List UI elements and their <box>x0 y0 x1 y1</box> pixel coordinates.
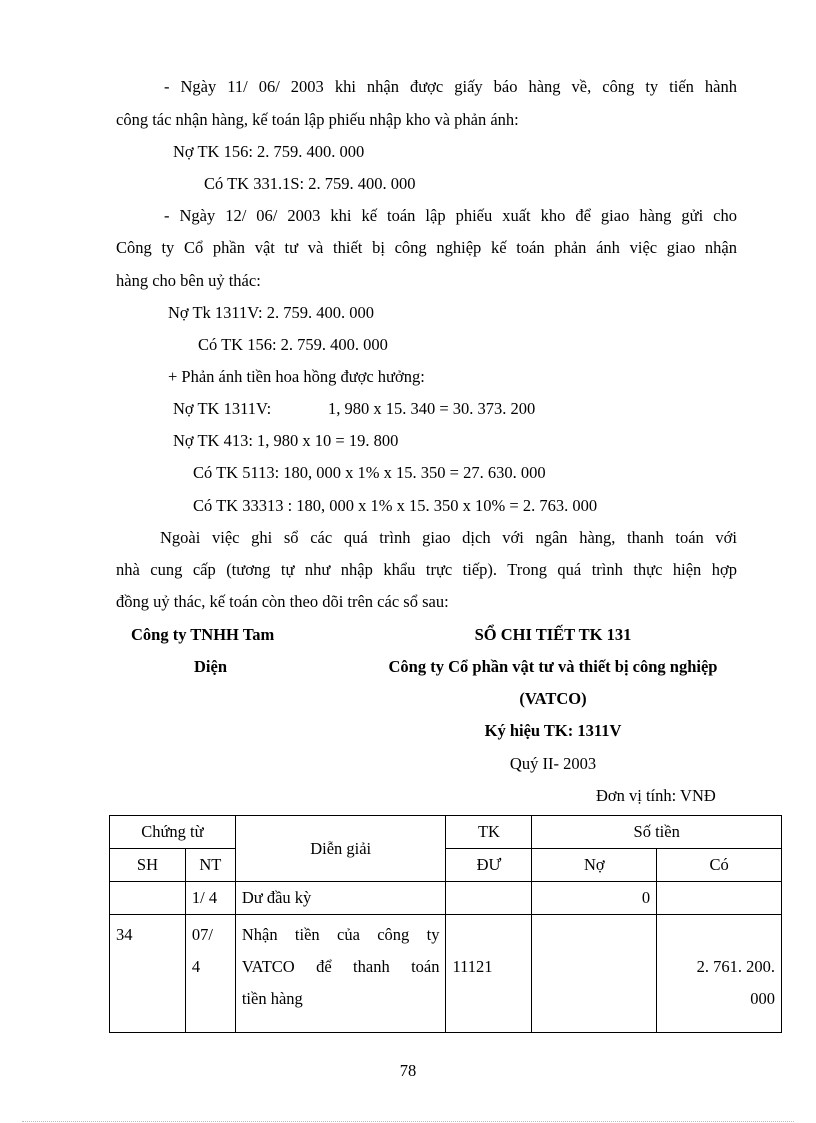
cell-description: Dư đầu kỳ <box>235 882 446 915</box>
header-description: Diễn giải <box>235 816 446 882</box>
ledger-subtitle: Công ty Cổ phần vật tư và thiết bị công nghiệp <box>388 657 718 676</box>
cell-description <box>235 915 446 1033</box>
paragraph-line: Công ty Cổ phần vật tư và thiết bị công nghiệp kế toán phản ánh việc giao nhận <box>116 238 737 257</box>
table-row <box>110 882 782 915</box>
entry-credit-line: Có TK 331.1S: 2. 759. 400. 000 <box>204 174 416 193</box>
cell-description-line: Nhận tiền của công ty <box>241 925 440 944</box>
cell-tk: 11121 <box>446 915 532 1033</box>
company-name-cont: Diện <box>194 657 227 676</box>
paragraph-line: - Ngày 11/ 06/ 2003 khi nhận được giấy báo hàng về, công ty tiến hành <box>164 77 737 96</box>
cell-nt-line: 07/ <box>191 925 213 944</box>
ledger-title: SỔ CHI TIẾT TK 131 <box>474 625 632 644</box>
entry-debit-line: Nợ TK 413: 1, 980 x 10 = 19. 800 <box>173 431 399 450</box>
cell-nt: 1/ 4 <box>185 882 235 915</box>
ledger-subtitle-cont: (VATCO) <box>519 689 587 708</box>
entry-debit-line: Nợ Tk 1311V: 2. 759. 400. 000 <box>168 303 374 322</box>
paragraph-line: hàng cho bên uỷ thác: <box>116 271 261 290</box>
cell-credit <box>657 882 782 915</box>
header-tk-cont: ĐƯ <box>446 849 532 882</box>
cell-credit-line: 000 <box>750 989 775 1008</box>
account-code: Ký hiệu TK: 1311V <box>484 721 622 740</box>
commission-heading: + Phản ánh tiền hoa hồng được hưởng: <box>168 367 425 386</box>
paragraph-line: đồng uỷ thác, kế toán còn theo dõi trên các sổ sau: <box>116 592 449 611</box>
cell-description-line: VATCO để thanh toán <box>241 957 440 976</box>
cell-credit <box>657 915 782 1033</box>
cell-debit <box>532 915 657 1033</box>
currency-unit: Đơn vị tính: VNĐ <box>596 786 716 805</box>
cell-tk <box>446 882 532 915</box>
table-row <box>110 915 782 1033</box>
cell-description-line: tiền hàng <box>241 989 303 1008</box>
header-nt: NT <box>185 849 235 882</box>
cell-debit: 0 <box>532 882 657 915</box>
cell-credit-line: 2. 761. 200. <box>696 957 775 976</box>
paragraph-line: nhà cung cấp (tương tự như nhập khẩu trực tiếp). Trong quá trình thực hiện hợp <box>116 560 737 579</box>
header-debit: Nợ <box>532 849 657 882</box>
cell-nt <box>185 915 235 1033</box>
cell-nt-line: 4 <box>191 957 201 976</box>
entry-debit-line: Nợ TK 156: 2. 759. 400. 000 <box>173 142 365 161</box>
cell-sh <box>110 882 186 915</box>
paragraph-line: Ngoài việc ghi sổ các quá trình giao dịch với ngân hàng, thanh toán với <box>160 528 737 547</box>
paragraph-line: - Ngày 12/ 06/ 2003 khi kế toán lập phiếu xuất kho để giao hàng gửi cho <box>164 206 737 225</box>
page-edge-divider <box>22 1121 794 1122</box>
header-sh: SH <box>110 849 186 882</box>
header-voucher: Chứng từ <box>110 816 236 849</box>
entry-credit-line: Có TK 33313 : 180, 000 x 1% x 15. 350 x 10% = 2. 763. 000 <box>193 496 598 515</box>
entry-formula: 1, 980 x 15. 340 = 30. 373. 200 <box>328 399 536 418</box>
header-amount: Số tiền <box>532 816 782 849</box>
entry-credit-line: Có TK 5113: 180, 000 x 1% x 15. 350 = 27. 630. 000 <box>193 463 546 482</box>
cell-sh: 34 <box>110 915 186 1033</box>
paragraph-line: công tác nhận hàng, kế toán lập phiếu nhập kho và phản ánh: <box>116 110 519 129</box>
entry-credit-line: Có TK 156: 2. 759. 400. 000 <box>198 335 388 354</box>
header-tk: TK <box>446 816 532 849</box>
header-credit: Có <box>657 849 782 882</box>
entry-debit-line: Nợ TK 1311V: <box>173 399 272 418</box>
company-name: Công ty TNHH Tam <box>131 625 275 644</box>
ledger-period: Quý II- 2003 <box>509 754 597 773</box>
ledger-table <box>109 815 782 1033</box>
page-number: 78 <box>399 1061 417 1080</box>
